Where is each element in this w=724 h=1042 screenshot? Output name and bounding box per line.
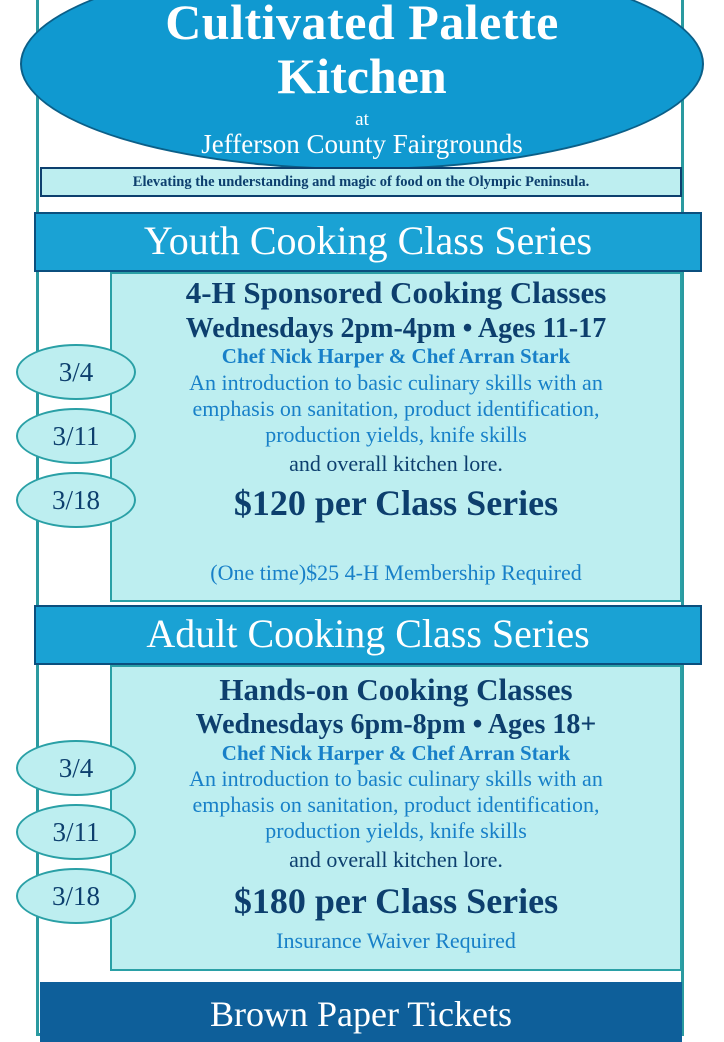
adult-desc-2: emphasis on sanitation, product identification, [192,792,600,817]
tickets-banner: Brown Paper Tickets [40,982,682,1042]
youth-chefs: Chef Nick Harper & Chef Arran Stark [221,344,571,368]
location-name: Jefferson County Fairgrounds [201,129,523,159]
adult-heading: Hands-on Cooking Classes [219,672,573,707]
youth-desc-1: An introduction to basic culinary skills with an [189,370,603,395]
adult-date-3: 3/18 [16,868,136,924]
title-line-2: Kitchen [277,48,447,104]
adult-chefs: Chef Nick Harper & Chef Arran Stark [221,741,571,765]
youth-date-1: 3/4 [16,344,136,400]
title-at: at [355,109,369,130]
adult-schedule: Wednesdays 6pm-8pm • Ages 18+ [195,709,597,740]
adult-note: Insurance Waiver Required [276,928,516,953]
adult-date-1: 3/4 [16,740,136,796]
youth-date-2: 3/11 [16,408,136,464]
youth-schedule: Wednesdays 2pm-4pm • Ages 11-17 [185,313,607,344]
tagline: Elevating the understanding and magic of food on the Olympic Peninsula. [40,167,682,197]
adult-date-2: 3/11 [16,804,136,860]
youth-price: $120 per Class Series [233,483,559,523]
adult-desc-3: production yields, knife skills [265,818,527,843]
youth-date-3: 3/18 [16,472,136,528]
adult-desc-4: and overall kitchen lore. [289,847,503,872]
youth-desc-4: and overall kitchen lore. [289,451,503,476]
youth-heading: 4-H Sponsored Cooking Classes [185,275,607,310]
adult-desc-1: An introduction to basic culinary skills with an [189,766,603,791]
youth-note: (One time)$25 4-H Membership Required [210,560,582,585]
youth-section-title: Youth Cooking Class Series [34,212,702,272]
adult-price: $180 per Class Series [233,881,559,921]
title-line-1: Cultivated Palette [165,0,559,50]
adult-section-title: Adult Cooking Class Series [34,605,702,665]
youth-desc-2: emphasis on sanitation, product identification, [192,396,600,421]
youth-desc-3: production yields, knife skills [265,422,527,447]
